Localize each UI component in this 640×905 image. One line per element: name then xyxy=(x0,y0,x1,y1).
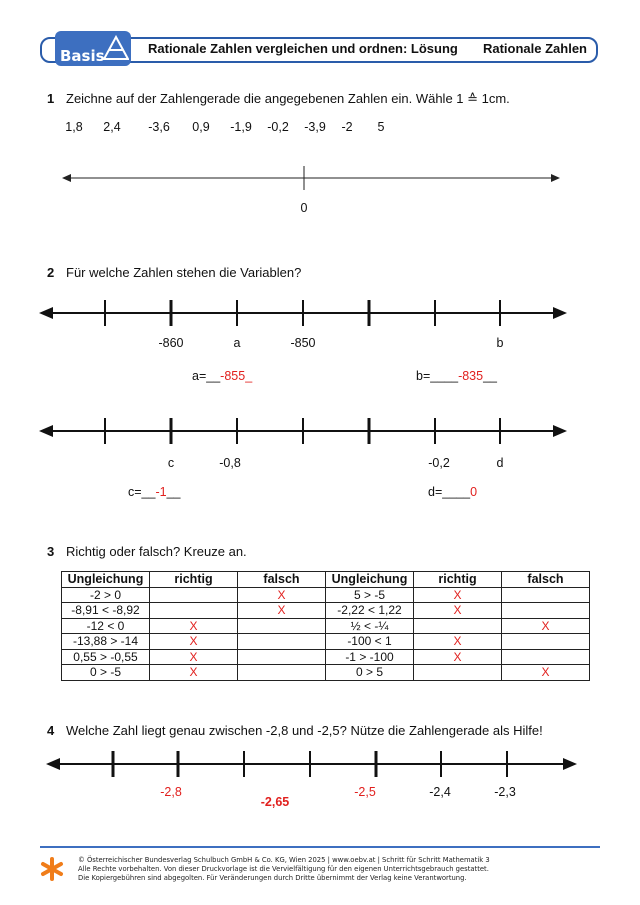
inequality-cell: 0,55 > -0,55 xyxy=(62,649,150,665)
answer-d xyxy=(428,485,477,499)
falsch-cell[interactable] xyxy=(502,634,590,650)
header-cell: richtig xyxy=(414,572,502,588)
answer-a-value: -855 xyxy=(220,369,246,383)
falsch-cell[interactable] xyxy=(502,649,590,665)
line2-label: -0,8 xyxy=(219,456,241,470)
footer-copyright xyxy=(78,856,490,883)
footer-line-3: Die Kopiergebühren sind abgegolten. Für Veränderungen durch Dritte übernimmt der Verlag keine Verantwortung. xyxy=(78,874,467,882)
task4-answer: -2,65 xyxy=(260,795,290,809)
task4-number: 4 xyxy=(47,723,55,738)
answer-b-suffix: __ xyxy=(483,369,497,383)
answer-a-prefix: a=__ xyxy=(192,369,221,383)
answer-b xyxy=(416,369,497,383)
inequality-cell: ½ < -¼ xyxy=(326,618,414,634)
task1-number-item: -3,6 xyxy=(148,120,170,134)
falsch-cell[interactable]: X xyxy=(238,603,326,619)
task4-question: Welche Zahl liegt genau zwischen -2,8 und -2,5? Nütze die Zahlengerade als Hilfe! xyxy=(66,723,543,738)
richtig-cell[interactable]: X xyxy=(150,649,238,665)
answer-a-suffix: _ xyxy=(245,369,253,383)
inequality-cell: 0 > 5 xyxy=(326,665,414,681)
answer-c-prefix: c=__ xyxy=(128,485,156,499)
falsch-cell[interactable]: X xyxy=(502,618,590,634)
task4-label: -2,4 xyxy=(429,785,451,799)
falsch-cell[interactable] xyxy=(238,649,326,665)
line1-label: -850 xyxy=(290,336,316,350)
inequality-cell: -2,22 < 1,22 xyxy=(326,603,414,619)
falsch-cell[interactable]: X xyxy=(502,665,590,681)
table-row xyxy=(62,665,590,681)
task2-number-line-2 xyxy=(39,418,567,444)
falsch-cell[interactable] xyxy=(238,665,326,681)
falsch-cell[interactable]: X xyxy=(238,587,326,603)
richtig-cell[interactable]: X xyxy=(414,603,502,619)
badge-label: Basis xyxy=(60,47,105,65)
line1-label: a xyxy=(233,336,241,350)
table-row xyxy=(62,618,590,634)
richtig-cell[interactable]: X xyxy=(414,634,502,650)
footer-divider xyxy=(40,846,600,848)
table-row xyxy=(62,603,590,619)
worksheet-title: Rationale Zahlen vergleichen und ordnen: Lösung xyxy=(148,41,458,56)
task1-number-item: -0,2 xyxy=(267,120,289,134)
header-cell: falsch xyxy=(238,572,326,588)
task4-label: -2,3 xyxy=(494,785,516,799)
answer-a xyxy=(192,369,252,383)
worksheet-topic: Rationale Zahlen xyxy=(482,41,587,56)
answer-c-value: -1 xyxy=(155,485,167,499)
task1-number-item: -3,9 xyxy=(304,120,326,134)
answer-b-value: -835 xyxy=(458,369,484,383)
inequality-cell: 0 > -5 xyxy=(62,665,150,681)
table-row xyxy=(62,634,590,650)
falsch-cell[interactable] xyxy=(238,634,326,650)
task1-number: 1 xyxy=(47,91,55,106)
task1-number-item: -1,9 xyxy=(230,120,252,134)
inequality-cell: -2 > 0 xyxy=(62,587,150,603)
task2-question: Für welche Zahlen stehen die Variablen? xyxy=(66,265,302,280)
richtig-cell[interactable]: X xyxy=(150,618,238,634)
task1-number-item: 5 xyxy=(377,120,385,134)
richtig-cell[interactable]: X xyxy=(150,665,238,681)
inequality-cell: -100 < 1 xyxy=(326,634,414,650)
task4-label: -2,8 xyxy=(160,785,182,799)
answer-c-suffix: __ xyxy=(166,485,181,499)
line2-label: -0,2 xyxy=(428,456,450,470)
task4-label: -2,5 xyxy=(354,785,376,799)
table-row xyxy=(62,587,590,603)
footer-line-1: © Österreichischer Bundesverlag Schulbuch GmbH & Co. KG, Wien 2025 | www.oebv.at | Schritt für Schritt Mathematik 3 xyxy=(78,856,490,864)
task1-question: Zeichne auf der Zahlengerade die angegebenen Zahlen ein. Wähle 1 ≙ 1cm. xyxy=(66,91,510,106)
answer-d-prefix: d=____ xyxy=(428,485,471,499)
richtig-cell[interactable]: X xyxy=(414,649,502,665)
inequality-table xyxy=(61,571,590,681)
task1-number-item: 0,9 xyxy=(192,120,210,134)
task2-number-line-1 xyxy=(39,300,567,326)
task4-number-line xyxy=(46,751,577,777)
publisher-logo-icon xyxy=(43,859,61,879)
inequality-cell: -13,88 > -14 xyxy=(62,634,150,650)
task2-number: 2 xyxy=(47,265,55,280)
task3-number: 3 xyxy=(47,544,55,559)
richtig-cell[interactable] xyxy=(414,618,502,634)
richtig-cell[interactable]: X xyxy=(150,634,238,650)
richtig-cell[interactable] xyxy=(414,665,502,681)
richtig-cell[interactable]: X xyxy=(414,587,502,603)
richtig-cell[interactable] xyxy=(150,603,238,619)
task1-number-line xyxy=(62,166,560,190)
header-cell: falsch xyxy=(502,572,590,588)
falsch-cell[interactable] xyxy=(502,603,590,619)
inequality-cell: -12 < 0 xyxy=(62,618,150,634)
task1-number-item: 2,4 xyxy=(103,120,121,134)
line2-label: c xyxy=(167,456,175,470)
line1-label: b xyxy=(496,336,504,350)
richtig-cell[interactable] xyxy=(150,587,238,603)
task1-number-item: -2 xyxy=(341,120,353,134)
table-row xyxy=(62,649,590,665)
line2-label: d xyxy=(496,456,504,470)
table-header-row xyxy=(62,572,590,588)
inequality-cell: -8,91 < -8,92 xyxy=(62,603,150,619)
task3-question: Richtig oder falsch? Kreuze an. xyxy=(66,544,247,559)
header-cell: richtig xyxy=(150,572,238,588)
header-cell: Ungleichung xyxy=(326,572,414,588)
answer-c xyxy=(128,485,181,499)
line1-label: -860 xyxy=(158,336,184,350)
falsch-cell[interactable] xyxy=(238,618,326,634)
inequality-cell: 5 > -5 xyxy=(326,587,414,603)
answer-b-prefix: b=____ xyxy=(416,369,459,383)
zero-label: 0 xyxy=(300,201,308,215)
inequality-cell: -1 > -100 xyxy=(326,649,414,665)
header-cell: Ungleichung xyxy=(62,572,150,588)
task1-number-item: 1,8 xyxy=(65,120,83,134)
footer-line-2: Alle Rechte vorbehalten. Von dieser Druckvorlage ist die Vervielfältigung für den eigenen Unterrichtsgebrauch gestattet. xyxy=(78,865,489,873)
falsch-cell[interactable] xyxy=(502,587,590,603)
answer-d-value: 0 xyxy=(470,485,478,499)
